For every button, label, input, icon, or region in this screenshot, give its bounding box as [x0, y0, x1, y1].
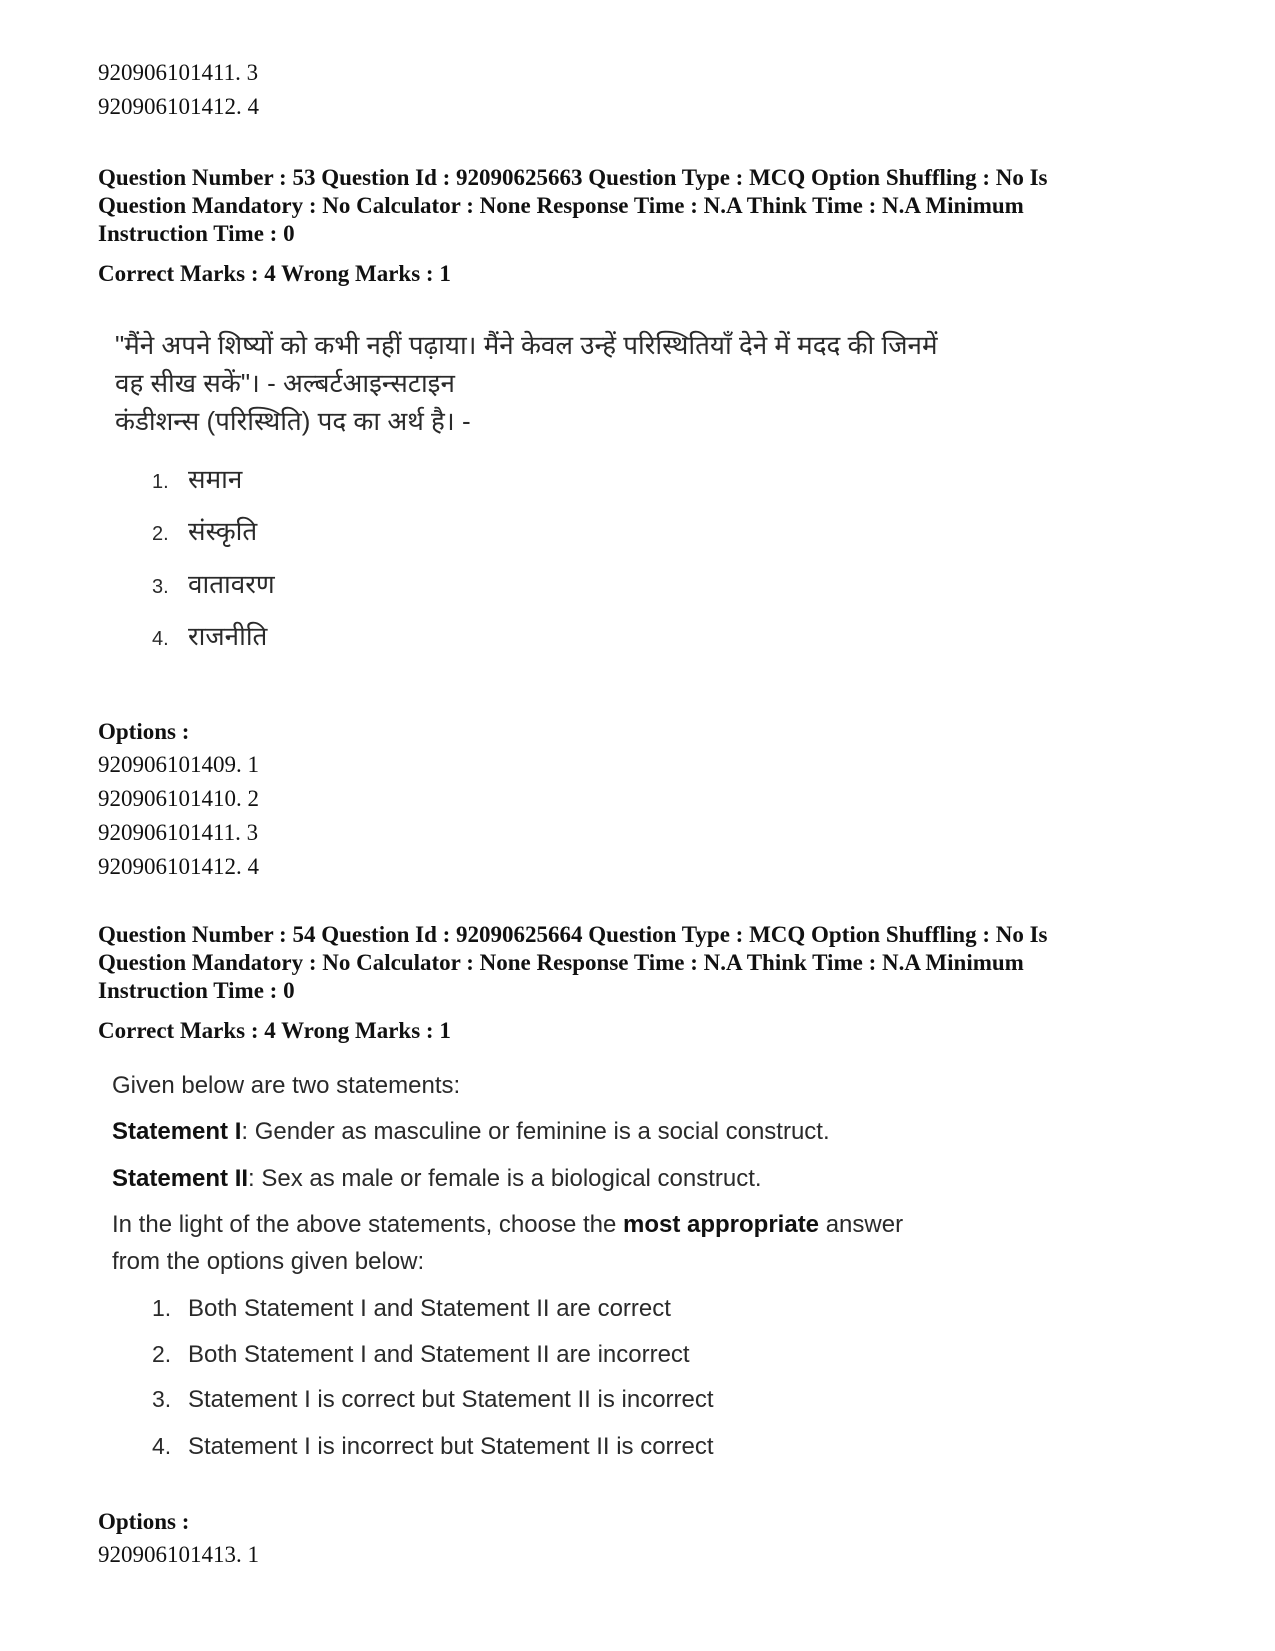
- statement-2-text: : Sex as male or female is a biological construct.: [248, 1165, 762, 1192]
- option-code-line: 920906101409. 1: [98, 752, 259, 777]
- question-meta-line: Instruction Time : 0: [98, 221, 295, 246]
- answer-choice-number: 1.: [152, 1295, 172, 1321]
- question-stem-line: "मैंने अपने शिष्यों को कभी नहीं पढ़ाया। मैंने केवल उन्हें परिस्थितियाँ देने में मदद की जिनमें: [115, 330, 938, 360]
- answer-choice-text: वातावरण: [188, 569, 275, 599]
- question-meta: [98, 921, 1198, 1005]
- question-meta-line: Question Mandatory : No Calculator : None Response Time : N.A Think Time : N.A Minimum: [98, 950, 1024, 975]
- option-code-line: 920906101412. 4: [98, 854, 259, 879]
- question-marks: Correct Marks : 4 Wrong Marks : 1: [98, 1018, 451, 1043]
- answer-choice-text: Statement I is correct but Statement II is incorrect: [188, 1386, 714, 1413]
- option-code-line: 920906101411. 3: [98, 820, 259, 845]
- answer-choice-number: 2.: [152, 523, 169, 545]
- options-label: Options :: [98, 1509, 190, 1534]
- answer-choice-number: 4.: [152, 628, 169, 650]
- statement-2: [112, 1167, 762, 1191]
- question-stem-line: वह सीख सकें"। - अल्बर्टआइन्सटाइन: [115, 368, 455, 398]
- question-meta: [98, 164, 1198, 248]
- option-code-line: 920906101413. 1: [98, 1542, 259, 1567]
- answer-choice: [152, 518, 257, 544]
- question-instruction: [112, 1213, 903, 1237]
- instruction-text: answer: [819, 1211, 904, 1238]
- question-intro: Given below are two statements:: [112, 1072, 461, 1099]
- instruction-text: In the light of the above statements, choose the: [112, 1211, 623, 1238]
- statement-2-label: Statement II: [112, 1165, 249, 1192]
- answer-choice-text: राजनीति: [188, 621, 268, 651]
- answer-choice: [152, 1388, 714, 1412]
- question-meta-line: Question Mandatory : No Calculator : None Response Time : N.A Think Time : N.A Minimum: [98, 193, 1024, 218]
- answer-choice: [152, 466, 242, 492]
- option-code-line: 920906101412. 4: [98, 94, 259, 119]
- answer-choice: [152, 1297, 671, 1321]
- answer-choice-number: 4.: [152, 1433, 172, 1459]
- statement-1-text: : Gender as masculine or feminine is a social construct.: [241, 1118, 830, 1145]
- answer-choice: [152, 571, 275, 597]
- options-label: Options :: [98, 719, 190, 744]
- answer-choice-number: 3.: [152, 576, 169, 598]
- question-instruction-line-2: from the options given below:: [112, 1248, 425, 1275]
- question-meta-line: Instruction Time : 0: [98, 978, 295, 1003]
- instruction-emphasis: most appropriate: [623, 1211, 820, 1238]
- answer-choice-text: संस्कृति: [188, 516, 258, 546]
- answer-choice-number: 1.: [152, 471, 169, 493]
- question-marks: Correct Marks : 4 Wrong Marks : 1: [98, 261, 451, 286]
- answer-choice-text: समान: [188, 464, 243, 494]
- answer-choice-text: Statement I is incorrect but Statement II is correct: [188, 1433, 714, 1460]
- answer-choice-number: 3.: [152, 1386, 172, 1412]
- question-meta-line: Question Number : 54 Question Id : 92090625664 Question Type : MCQ Option Shuffling : No Is: [98, 922, 1048, 947]
- statement-1: [112, 1120, 830, 1144]
- answer-choice: [152, 1343, 690, 1367]
- answer-choice-text: Both Statement I and Statement II are incorrect: [188, 1341, 690, 1368]
- answer-choice: [152, 623, 267, 649]
- question-meta-line: Question Number : 53 Question Id : 92090625663 Question Type : MCQ Option Shuffling : No Is: [98, 165, 1048, 190]
- question-stem-line: कंडीशन्स (परिस्थिति) पद का अर्थ है। -: [115, 406, 471, 436]
- answer-choice: [152, 1435, 714, 1459]
- statement-1-label: Statement I: [112, 1118, 242, 1145]
- answer-choice-number: 2.: [152, 1341, 172, 1367]
- option-code-line: 920906101410. 2: [98, 786, 259, 811]
- answer-choice-text: Both Statement I and Statement II are correct: [188, 1295, 671, 1322]
- option-code-line: 920906101411. 3: [98, 60, 259, 85]
